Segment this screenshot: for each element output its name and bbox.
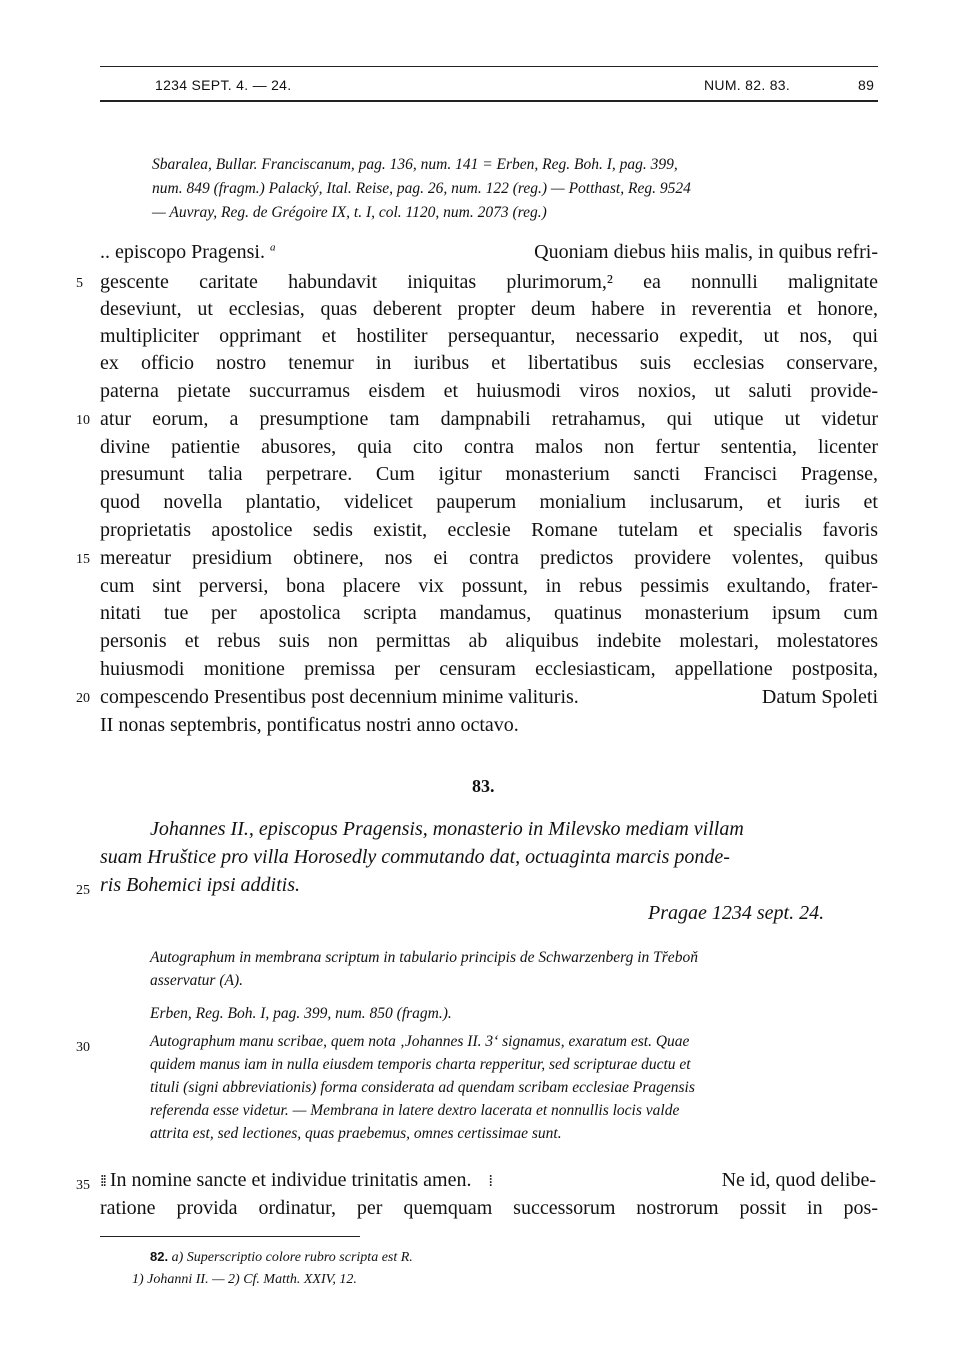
dating-line: II nonas septembris, pontificatus nostri anno octavo. [100,714,519,736]
place-date: Pragae 1234 sept. 24. [648,902,825,924]
footnote-mark: a [269,241,276,254]
line-number: 35 [76,1178,90,1193]
doc82-closing-line [100,686,878,709]
source-line: num. 849 (fragm.) Palacký, Ital. Reise, pag. 26, num. 122 (reg.) — Potthast, Reg. 9524 [152,180,691,197]
text-line: nitati tue per apostolica scripta mandamus, quatinus monasterium ipsum cum [100,602,878,624]
line-number: 20 [76,691,90,706]
source-line: Sbaralea, Bullar. Franciscanum, pag. 136, num. 141 = Erben, Reg. Boh. I, pag. 399, [152,156,678,173]
footnote-text: 1) Johanni II. — 2) Cf. Matth. XXIV, 12. [132,1272,357,1287]
note-line: quidem manus iam in nulla eiusdem temporis charta repperitur, sed scripturae ductu et [150,1056,691,1073]
page-number: 89 [858,77,875,93]
addressee: .. episcopo Pragensi. [100,241,270,263]
note-line: tituli (signi abbreviationis) forma considerata ad quendam scribam ecclesiae Pragensis [150,1079,695,1096]
header-bottom-rule [100,100,878,102]
chrismon-mark-icon: ⁞⁞ [100,1173,105,1190]
datum-clause: Datum Spoleti [761,686,878,708]
footnote-text: a) Superscriptio colore rubro scripta est R. [171,1250,413,1265]
text-line: paterna pietate succurramus eisdem et huiusmodi viros noxios, ut saluti provide- [100,380,878,402]
note-line: Autographum in membrana scriptum in tabulario principis de Schwarzenberg in Třeboň [150,949,698,966]
doc82-incipit: Quoniam diebus hiis malis, in quibus refri- [534,241,878,263]
separator-mark-icon: ⁞ [488,1173,491,1190]
text-line: atur eorum, a presumptione tam dampnabili retrahamus, qui utique ut videtur [100,408,878,430]
footnote-number: 82. [150,1249,169,1264]
source-line: — Auvray, Reg. de Grégoire IX, t. I, col. 1120, num. 2073 (reg.) [152,204,547,221]
text-line: mereatur presidium obtinere, nos ei contra predictos providere volentes, quibus [100,547,878,569]
text-line: cum sint perversi, bona placere vix possunt, in rebus pessimis exultando, frater- [100,575,878,597]
note-line: asservatur (A). [150,972,243,989]
header-top-rule [100,66,878,67]
text-line: deseviunt, ut ecclesias, quas deberent propter deum habere in reverentia et honore, [100,298,878,320]
note-line: Erben, Reg. Boh. I, pag. 399, num. 850 (fragm.). [150,1005,452,1022]
note-line: Autographum manu scribae, quem nota ‚Johannes II. 3‘ signamus, exaratum est. Quae [150,1033,690,1050]
text-line: ratione provida ordinatur, per quemquam successorum nostrorum possit in pos- [100,1197,878,1219]
line-number: 25 [76,883,90,898]
line-number: 30 [76,1040,90,1055]
text-line: gescente caritate habundavit iniquitas plurimorum,² ea nonnulli malignitate [100,271,878,293]
document-number: 83. [472,776,495,796]
note-line: attrita est, sed lectiones, quas praebemus, omnes certissimae sunt. [150,1125,562,1142]
line-number: 15 [76,552,90,567]
text-line: presumunt talia perpetrare. Cum igitur monasterium sancti Francisci Pragense, [100,463,878,485]
doc82-first-line [100,241,880,264]
running-header-date: 1234 SEPT. 4. — 24. [155,77,292,93]
regest-line: ris Bohemici ipsi additis. [100,874,300,896]
closing-clause: compescendo Presentibus post decennium minime valituris. [100,686,579,708]
text-line: divine patientie abusores, quia cito contra malos non fertur sententia, licenter [100,436,878,458]
text-line: quod novella plantatio, videlicet pauperum monialium inclusarum, et iuris et [100,491,878,513]
arenga-start: Ne id, quod delibe- [721,1169,876,1191]
text-line: ex officio nostro tenemur in iuribus et libertatibus suis ecclesias conservare, [100,352,878,374]
invocatio: In nomine sancte et individue trinitatis amen. [109,1169,472,1191]
doc83-first-line [100,1169,878,1192]
text-line: proprietatis apostolice sedis existit, ecclesie Romane tutelam et specialis favoris [100,519,878,541]
footnote-rule [100,1236,360,1237]
footnote-82 [150,1249,413,1266]
text-line: multipliciter opprimant et hostiliter persequantur, necessario expedit, ut nos, qui [100,325,878,347]
text-line: personis et rebus suis non permittas ab aliquibus indebite molestari, molestatores [100,630,878,652]
regest-line: Johannes II., episcopus Pragensis, monasterio in Milevsko mediam villam [150,818,744,840]
running-header-number: NUM. 82. 83. [704,77,791,93]
line-number: 5 [76,276,83,291]
note-line: referenda esse videtur. — Membrana in latere dextro lacerata et nonnullis locis valde [150,1102,680,1119]
line-number: 10 [76,413,90,428]
text-line: huiusmodi monitione premissa per censuram ecclesiasticam, appellatione postposita, [100,658,878,680]
regest-line: suam Hruštice pro villa Horosedly commutando dat, octuaginta marcis ponde- [100,846,730,868]
